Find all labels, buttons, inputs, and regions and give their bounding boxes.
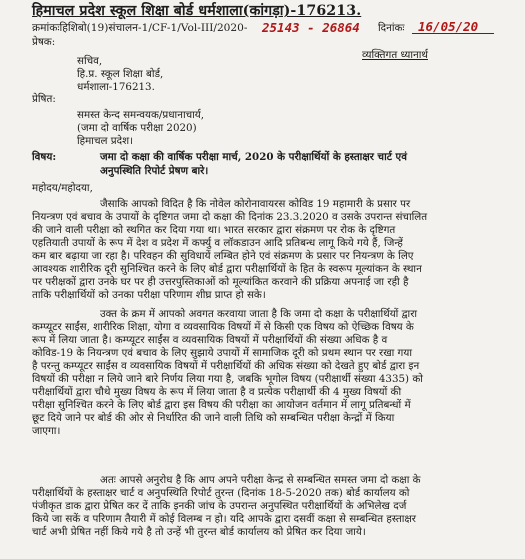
salutation: महोदय/महोदया,	[32, 182, 93, 194]
para3-line: अतः आपसे अनुरोध है कि आप अपने परीक्षा केन्द्र से सम्बन्धित समस्त जमा दो कक्षा के	[100, 474, 421, 486]
handwritten-date: 16/05/20	[418, 19, 479, 34]
subject-label: विषय:	[32, 151, 57, 163]
para2-line: रूप में लिया जाता है। कम्प्यूटर साईंस व व्यवसायिक विषयों में परीक्षार्थियों की संख्या अधिक है व	[32, 334, 388, 346]
recipient-line-3: हिमाचल प्रदेश।	[77, 135, 133, 147]
recipient-label: प्रेषित:	[32, 93, 56, 105]
handwritten-reference-number: 25143 - 26864	[262, 20, 360, 35]
date-label: दिनांकः	[378, 22, 405, 34]
subject-line-1: जमा दो कक्षा की वार्षिक परीक्षा मार्च, 2020 के परीक्षार्थियों के हस्ताक्षर चार्ट एवं	[100, 151, 407, 163]
para3-line: परीक्षार्थियों के हस्ताक्षर चार्ट व अनुपस्थिति रिपोर्ट तुरन्त (दिनांक 18-5-2020 तक) बोर्ड कार्यालय को	[32, 487, 410, 499]
para1-line: एहतियाती उपायों के रूप में देश व प्रदेश में कर्फ्यु व लॉकडाउन आदि प्रतिबन्ध लागू किये गये हैं, जिन्हें	[32, 237, 403, 249]
para2-line: छूट दिये जाने पर बोर्ड की ओर से निर्धारित की जाने वाली तिथि को सम्बन्धित परीक्षा केन्द्रों में किया	[32, 412, 395, 424]
reference-number: क्रमांकःहिशिबो(19)संचालन-1/CF-1/Vol-III/2020-	[32, 22, 248, 34]
para2-line: जाएगा।	[32, 425, 61, 437]
para3-line: चार्ट अभी प्रेषित नहीं किये गये है तो उन्हें भी तुरन्त बोर्ड कार्यालय को प्रेषित कर दिया जाये।	[32, 526, 366, 538]
para3-line: किये जा सकें व परिणाम तैयारी में कोई विलम्ब न हो। यदि आपके द्वारा दसवीं कक्षा से सम्बन्धित हस्ताक्षर	[32, 513, 416, 525]
sender-line-2: हि.प्र. स्कूल शिक्षा बोर्ड,	[77, 68, 164, 80]
para2-line: है परन्तु कम्प्यूटर साईंस व व्यवसायिक विषयों में परीक्षार्थियों की अधिक संख्या को देखते हुए बोर्ड द्वारा इन	[32, 360, 420, 372]
subject-line-2: अनुपस्थिति रिपोर्ट प्रेषण बारे।	[100, 165, 209, 177]
para1-line: पर परीक्षकों द्वारा उनके घर पर ही उत्तरपुस्तिकाओं को मूल्यांकित करवाने की प्रक्रिया अपनाई जा रही है	[32, 276, 409, 288]
para2-line: कम्प्यूटर साईंस, शारीरिक शिक्षा, योगा व व्यवसायिक विषयों में से किसी एक विषय को ऐच्छिक विषय के	[32, 321, 414, 333]
sender-line-1: सचिव,	[77, 55, 103, 67]
para1-line: जैसाकि आपको विदित है कि नोवेल कोरोनावायरस कोविड 19 महामारी के प्रसार पर	[100, 198, 411, 210]
sender-label: प्रेषक:	[32, 36, 56, 48]
recipient-line-2: (जमा दो वार्षिक परीक्षा 2020)	[77, 122, 197, 134]
sender-line-3: धर्मशाला-176213.	[77, 81, 155, 93]
para2-line: परीक्षार्थियों द्वारा चौथे मुख्य विषय के रूप में लिया जाता है व प्रत्येक परीक्षार्थी की 4 मुख्य विषयों की	[32, 386, 402, 398]
para2-line: कोविड-19 के नियन्त्रण एवं बचाव के लिए सुझाये उपायों में सामाजिक दूरी को प्रथम स्थान पर रखा गया	[32, 347, 412, 359]
para1-line: ताकि परीक्षार्थियों को उनका परीक्षा परिणाम शीघ्र प्राप्त हो सके।	[32, 289, 266, 301]
para2-line: उक्त के क्रम में आपको अवगत करवाया जाता है कि जमा दो कक्षा के परीक्षार्थियों द्वारा	[100, 308, 418, 320]
para1-line: की जाने वाली परीक्षा को स्थगित कर दिया गया था। भारत सरकार द्वारा संक्रमण पर रोक के दृष्टिगत	[32, 224, 396, 236]
para1-line: नियन्त्रण एवं बचाव के उपायों के दृष्टिगत जमा दो कक्षा की दिनांक 23.3.2020 व उसके उपरान्त संचालित	[32, 211, 428, 223]
para2-line: परीक्षा सुनिश्चित करने के लिए बोर्ड द्वारा इस विषय की परीक्षा का आयोजन वर्तमान में लागू प्रतिबन्धों में	[32, 399, 411, 411]
board-title: हिमाचल प्रदेश स्कूल शिक्षा बोर्ड धर्मशाला(कांगड़ा)-176213.	[32, 3, 362, 19]
para1-line: कम बार बढ़ाया जा रहा है। परिवहन की सुविधायें लम्बित होने एवं संक्रमण के प्रसार पर नियन्त्रण के लिए	[32, 250, 414, 262]
para2-line: विषयों की परीक्षा न लिये जाने बारे निर्णय लिया गया है, जबकि भूगोल विषय (परीक्षार्थी संख्या 4335) को	[32, 373, 423, 385]
para1-line: आवश्यक शारीरिक दूरी सुनिश्चित करने के लिए बोर्ड द्वारा परीक्षार्थियों के हित के स्वरूप मूल्यांकन के स्थान	[32, 263, 422, 275]
personal-attention-note: व्यक्तिगत ध्यानार्थ	[362, 49, 428, 61]
recipient-line-1: समस्त केन्द समन्वयक/प्रधानाचार्य,	[77, 109, 205, 121]
date-underline	[412, 33, 494, 34]
para3-line: पंजीकृत डाक द्वारा प्रेषित कर दें ताकि इनकी जांच के उपरान्त अनुपस्थित परीक्षार्थियों के अभिलेख दर्ज	[32, 500, 407, 512]
